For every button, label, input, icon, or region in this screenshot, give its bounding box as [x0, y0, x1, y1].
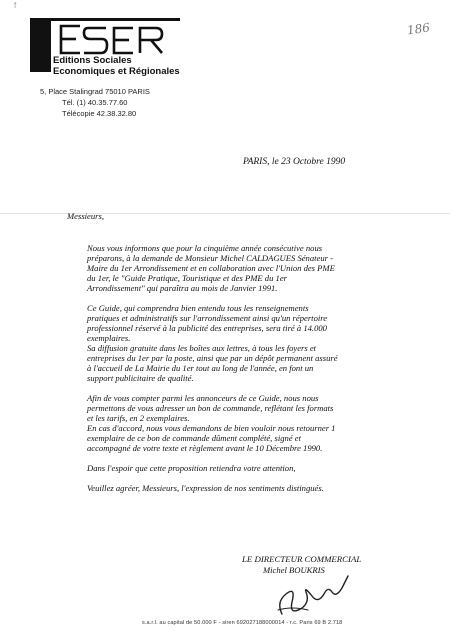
handwritten-signature: [262, 572, 352, 620]
text-line: permettons de vous adresser un bon de commande, reflétant les formats: [87, 403, 334, 413]
letter-date: PARIS, le 23 Octobre 1990: [243, 157, 346, 167]
text-line: support publicitaire de qualité.: [87, 373, 194, 383]
signatory-name: Michel BOUKRIS: [263, 565, 325, 575]
paragraph-5: [87, 423, 407, 453]
text-line: exemplaires.: [87, 333, 131, 343]
paragraph-3: [87, 343, 407, 383]
salutation: Messieurs,: [67, 211, 104, 221]
paragraph-gap: [87, 453, 407, 463]
text-line: exemplaire de ce bon de commande dûment complété, signé et: [87, 433, 301, 443]
text-line: Arrondissement" qui paraîtra au mois de Janvier 1991.: [87, 283, 278, 293]
text-line: Nous vous informons que pour la cinquième année consécutive nous: [87, 243, 323, 253]
paragraph-2: [87, 303, 407, 343]
text-line: professionnel réservé à la publicité des entreprises, sera tiré à 14.000: [87, 323, 327, 333]
handwritten-page-number: 186: [406, 20, 431, 38]
paragraph-gap: [87, 473, 407, 483]
closing-formula: Veuillez agréer, Messieurs, l'expression de nos sentiments distingués.: [87, 483, 324, 493]
phone-number: Tél. (1) 40.35.77.60: [62, 98, 128, 107]
text-line: En cas d'accord, nous vous demandons de bien vouloir nous retourner 1: [87, 423, 336, 433]
text-line: du 1er, le "Guide Pratique, Touristique et des PME du 1er: [87, 273, 287, 283]
legal-footer: s.a.r.l. au capital de 50.000 F - siren 692027188000014 - r.c. Paris 69 B 2.718: [142, 620, 343, 626]
company-name: [53, 55, 180, 77]
fax-number: Télécopie 42.38.32.80: [62, 109, 137, 118]
text-line: préparons, à la demande de Monsieur Michel CALDAGUES Sénateur -: [87, 253, 333, 263]
street-address: 5, Place Stalingrad 75010 PARIS: [40, 87, 150, 96]
paragraph-gap: [87, 293, 407, 303]
paragraph-1: [87, 243, 407, 293]
company-address-block: [40, 86, 150, 119]
paragraph-4: [87, 393, 407, 423]
text-line: Afin de vous compter parmi les annonceurs de ce Guide, nous nous: [87, 393, 319, 403]
corner-mark: f: [14, 1, 17, 10]
text-line: à l'accueil de La Mairie du 1er tout au long de l'année, en font un: [87, 363, 314, 373]
text-line: entreprises du 1er par la poste, ainsi que par un dépôt permanent assuré: [87, 353, 338, 363]
letter-body: [87, 243, 407, 493]
text-line: pratiques et administratifs sur l'arrondissement ainsi qu'un répertoire: [87, 313, 328, 323]
text-line: et les tarifs, en 2 exemplaires.: [87, 413, 190, 423]
paragraph-gap: [87, 383, 407, 393]
company-name-line1: Editions Sociales: [53, 55, 132, 66]
text-line: accompagné de votre texte et règlement avant le 10 Décembre 1990.: [87, 443, 323, 453]
text-line: Sa diffusion gratuite dans les boîtes aux lettres, à tous les foyers et: [87, 343, 317, 353]
company-name-line2: Economiques et Régionales: [53, 66, 180, 77]
text-line: Ce Guide, qui comprendra bien entendu tous les renseignements: [87, 303, 309, 313]
text-line: Maire du 1er Arrondissement et en collaboration avec l'Union des PME: [87, 263, 335, 273]
signatory-title: LE DIRECTEUR COMMERCIAL: [242, 554, 362, 564]
paragraph-6: Dans l'espoir que cette proposition retiendra votre attention,: [87, 463, 296, 473]
